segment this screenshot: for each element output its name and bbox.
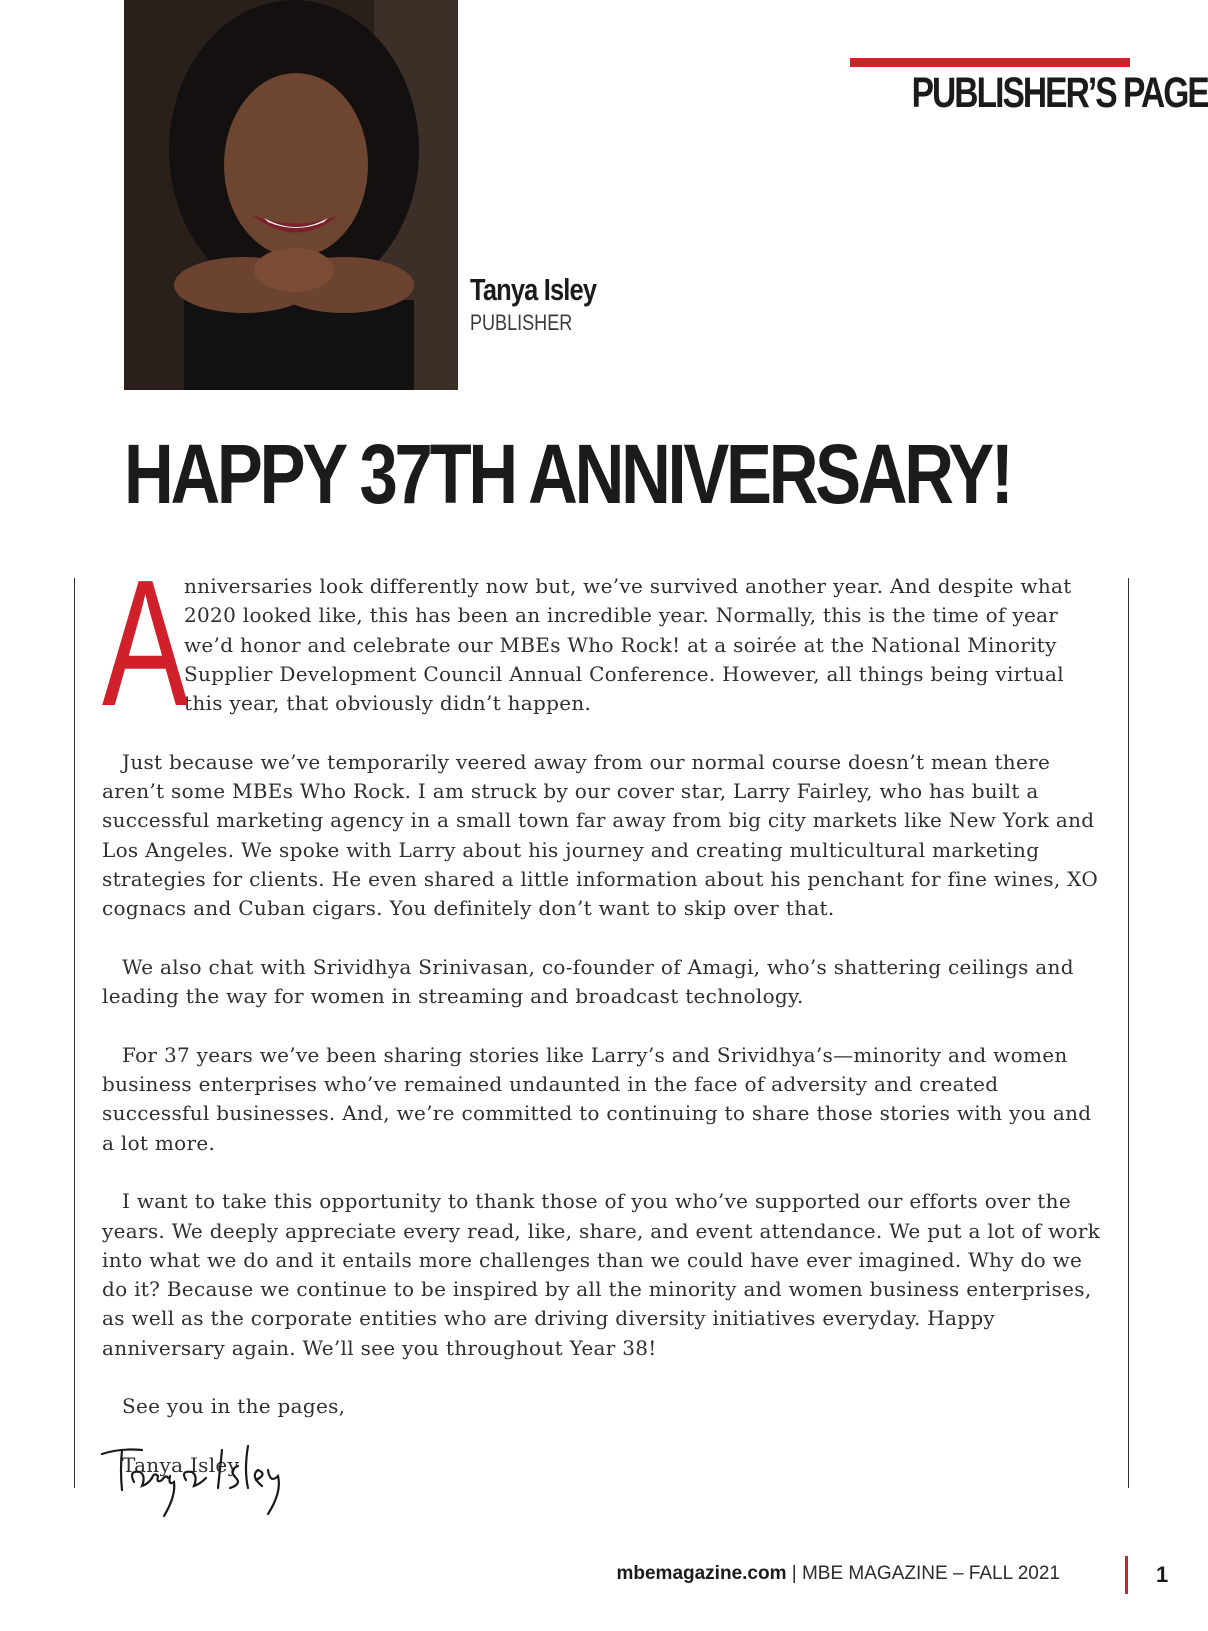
handwritten-signature bbox=[98, 1440, 288, 1520]
closing-line: See you in the pages, bbox=[122, 1394, 346, 1419]
article-paragraph: We also chat with Srividhya Srinivasan, co-founder of Amagi, who’s shattering ceilings and leading the way for women in streaming and broadcast technology. bbox=[102, 954, 1074, 1009]
article-paragraph bbox=[102, 543, 1102, 744]
footer-site-link[interactable]: mbemagazine.com bbox=[616, 1563, 787, 1584]
right-divider bbox=[1128, 578, 1129, 1488]
left-divider bbox=[74, 578, 75, 1488]
article-paragraph: Just because we’ve temporarily veered away from our normal course doesn’t mean there aren’t some MBEs Who Rock. I am struck by our cover star, Larry Fairley, who has built a successful marketing agency in a small town far away from big city markets like New York and Los Angeles. We spoke with Larry about his journey and creating multicultural marketing strategies for clients. He even shared a little information about his penchant for fine wines, XO cognacs and Cuban cigars. You definitely don’t want to skip over that. bbox=[102, 749, 1099, 921]
byline-name: Tanya Isley bbox=[470, 272, 597, 307]
section-tag bbox=[850, 58, 1208, 118]
article-body bbox=[102, 543, 1102, 1480]
page-number: 1 bbox=[1156, 1562, 1169, 1587]
article-paragraph: I want to take this opportunity to thank those of you who’ve supported our efforts over the years. We deeply appreciate every read, like, share, and event attendance. We put a lot of work into what we do and it entails more challenges than we could have ever imagined. Why do we do it? Because we continue to be inspired by all the minority and women business enterprises, as well as the corporate entities who are driving diversity initiatives everyday. Happy anniversary again. We’ll see you throughout Year 38! bbox=[102, 1189, 1101, 1360]
footer-separator: | bbox=[791, 1563, 797, 1584]
footer-issue: MBE MAGAZINE – FALL 2021 bbox=[801, 1563, 1060, 1584]
page-footer bbox=[616, 1563, 1060, 1585]
byline-role: PUBLISHER bbox=[470, 310, 573, 335]
publisher-photo bbox=[124, 0, 458, 390]
section-label: PUBLISHER’S PAGE bbox=[911, 69, 1208, 117]
drop-cap: A bbox=[102, 543, 189, 744]
signoff-name: Tanya Isley bbox=[122, 1452, 240, 1477]
footer-accent-rule bbox=[1125, 1556, 1128, 1594]
article-paragraph: For 37 years we’ve been sharing stories like Larry’s and Srividhya’s—minority and women business enterprises who’ve remained undaunted in the face of adversity and created successful businesses. And, we’re committed to continuing to share those stories with you and a lot more. bbox=[102, 1042, 1092, 1155]
paragraph-text: nniversaries look differently now but, we’ve survived another year. And despite what 2020 looked like, this has been an incredible year. Normally, this is the time of year we’d honor and celebrate our MBEs Who Rock! at a soirée at the National Minority Supplier Development Council Annual Conference. However, all things being virtual this year, that obviously didn’t happen. bbox=[184, 574, 1072, 716]
page-headline: HAPPY 37TH ANNIVERSARY! bbox=[124, 427, 1011, 521]
